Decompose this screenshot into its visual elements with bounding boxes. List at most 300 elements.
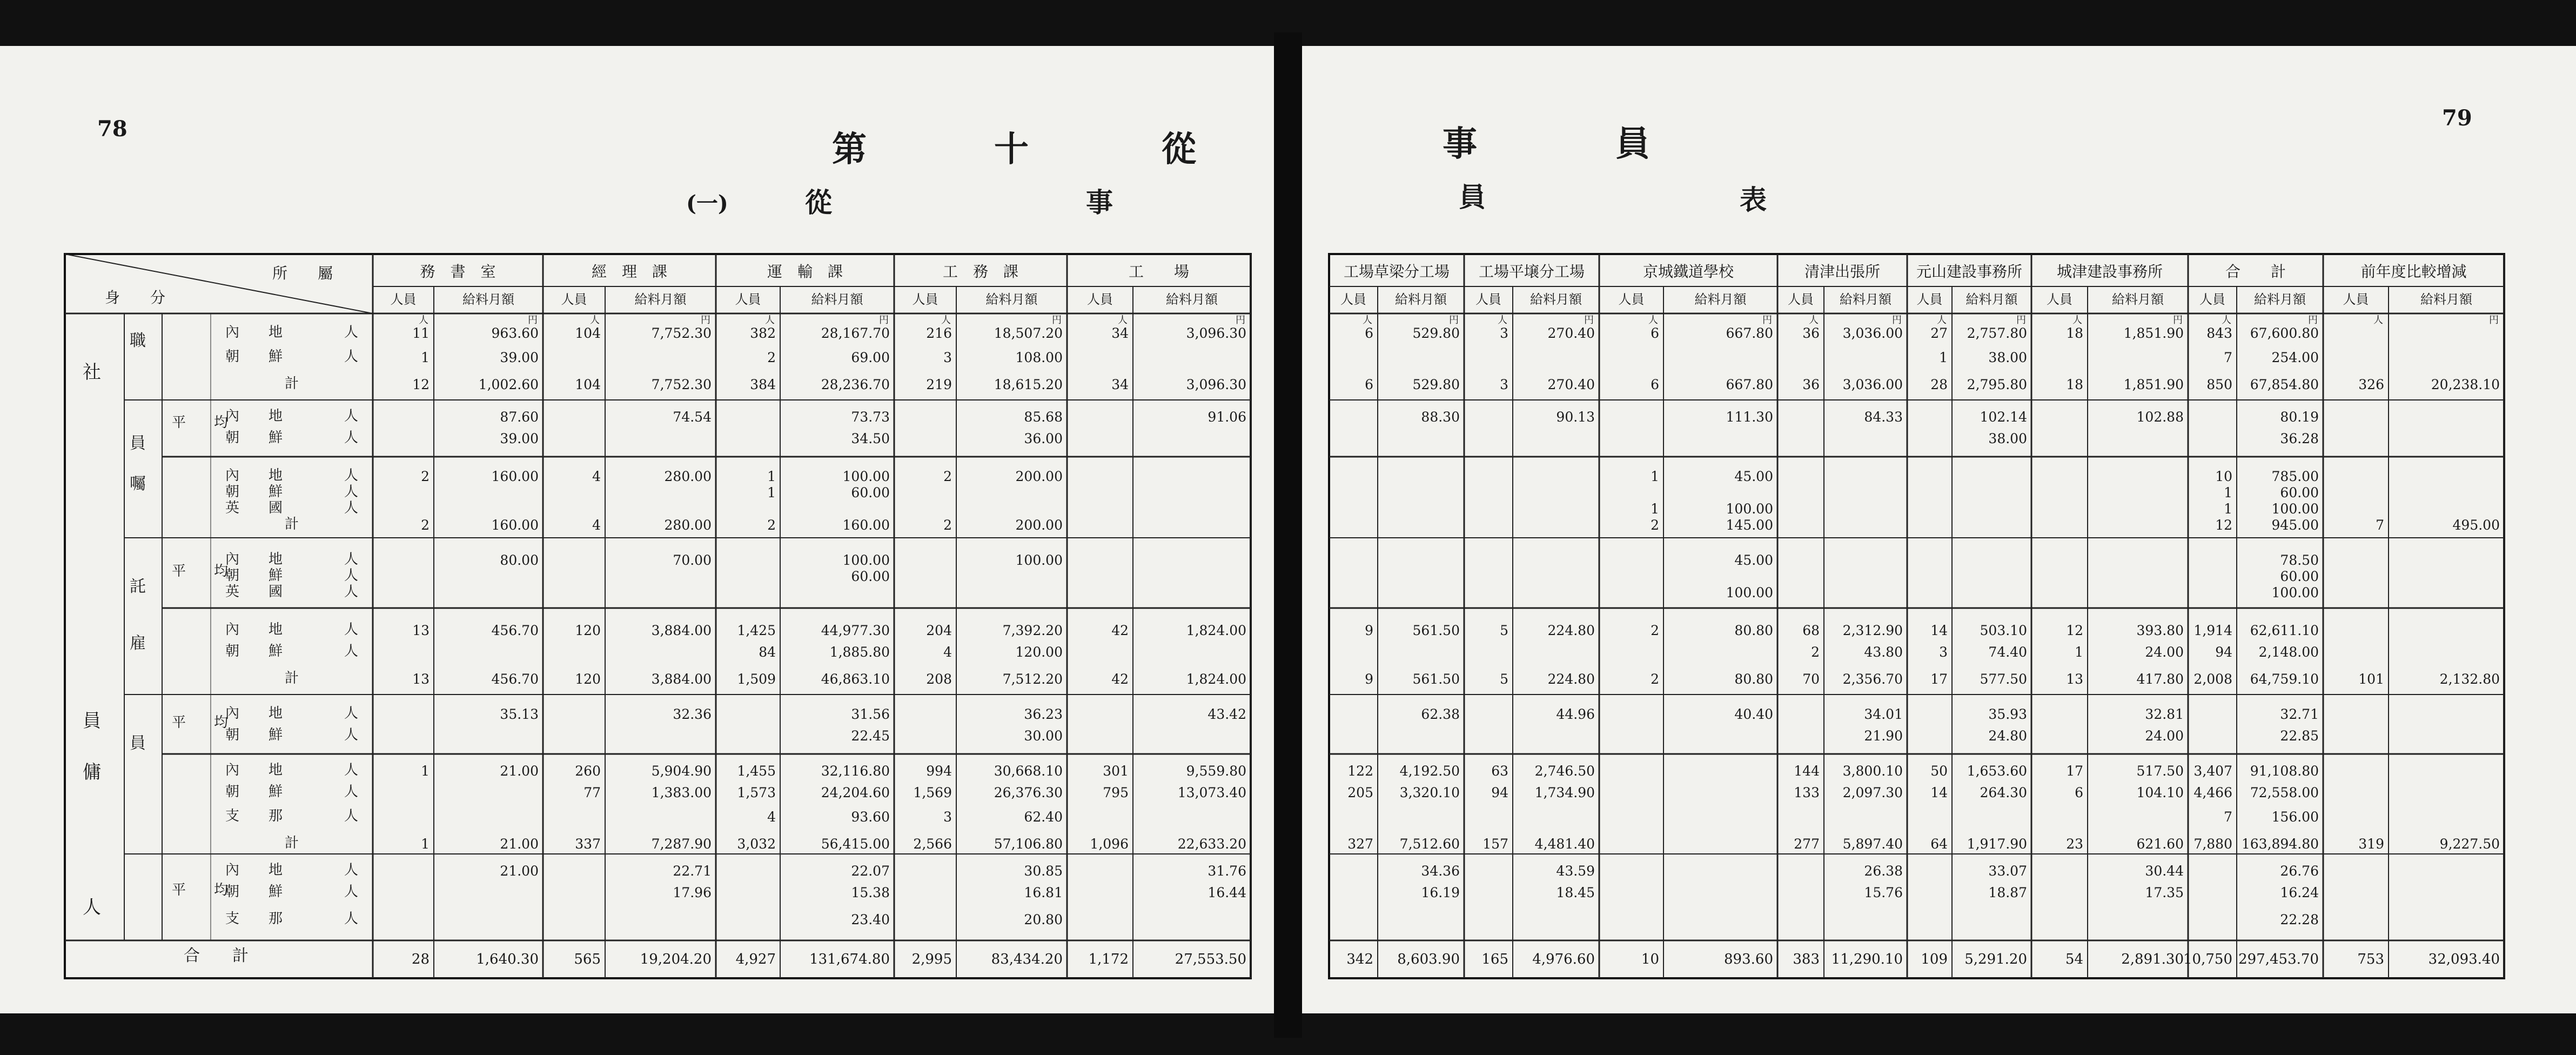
row-label: 地	[268, 551, 283, 567]
cell-kyuryo: 22.28	[2280, 912, 2319, 927]
cell-ninin: 994	[926, 763, 952, 779]
cell-kyuryo: 74.40	[1988, 644, 2027, 660]
unit-mark: 円	[528, 315, 538, 326]
col-header: 給料月額	[1965, 292, 2018, 307]
cell-kyuryo: 62.38	[1421, 706, 1460, 722]
total-kyuryo: 1,640.30	[476, 951, 539, 967]
cell-kyuryo: 1,824.00	[1186, 623, 1246, 638]
title-char: 事	[1443, 124, 1477, 164]
cell-kyuryo: 517.50	[2136, 763, 2184, 779]
row-label: 那	[268, 808, 283, 824]
unit-mark: 人	[2222, 315, 2231, 326]
total-kyuryo: 32,093.40	[2428, 951, 2500, 967]
row-label: 人	[344, 762, 359, 778]
cell-kyuryo: 5,897.40	[1842, 836, 1903, 852]
cell-kyuryo: 18,615.20	[994, 377, 1063, 392]
cell-kyuryo: 15.38	[851, 885, 890, 900]
cell-kyuryo: 1,851.90	[2123, 377, 2184, 392]
unit-mark: 円	[879, 315, 889, 326]
unit-mark: 人	[1498, 315, 1507, 326]
dept-header: 元山建設事務所	[1916, 263, 2023, 281]
cell-kyuryo: 1,885.80	[829, 644, 890, 660]
cell-kyuryo: 36.28	[2280, 431, 2319, 446]
cell-kyuryo: 16.81	[1024, 885, 1063, 900]
cell-ninin: 216	[926, 325, 952, 341]
row-label: 人	[344, 643, 359, 659]
cell-ninin: 1	[2075, 644, 2083, 660]
col-header: 給料月額	[985, 292, 1038, 307]
cell-kyuryo: 22,633.20	[1177, 836, 1246, 852]
total-kyuryo: 4,976.60	[1532, 951, 1595, 967]
corner-label: 身 分	[104, 289, 166, 306]
row-label: 朝	[225, 884, 240, 900]
row-label: 計	[284, 376, 299, 392]
cell-ninin: 2	[1811, 644, 1820, 660]
cell-kyuryo: 22.71	[673, 863, 712, 879]
col-header: 給料月額	[2254, 292, 2306, 307]
cell-kyuryo: 100.00	[2271, 501, 2319, 517]
total-ninin: 109	[1921, 951, 1948, 967]
dept-header: 前年度比較增減	[2360, 263, 2467, 281]
cell-ninin: 4	[943, 644, 952, 660]
total-kyuryo: 19,204.20	[640, 951, 712, 967]
cell-kyuryo: 90.13	[1556, 409, 1595, 425]
cell-kyuryo: 4,192.50	[1399, 763, 1460, 779]
row-major-label: 傭	[83, 762, 101, 783]
row-label: 地	[268, 408, 283, 424]
unit-mark: 人	[590, 315, 600, 326]
cell-kyuryo: 30.44	[2145, 863, 2184, 879]
average-label: 平 均	[171, 715, 229, 731]
cell-kyuryo: 56,415.00	[821, 836, 890, 852]
total-kyuryo: 131,674.80	[809, 951, 890, 967]
row-label: 內	[225, 324, 240, 340]
cell-kyuryo: 224.80	[1547, 623, 1595, 638]
cell-ninin: 2	[421, 517, 430, 533]
cell-kyuryo: 2,148.00	[2258, 644, 2319, 660]
cell-kyuryo: 45.00	[1734, 552, 1773, 568]
cell-ninin: 9	[1365, 671, 1373, 687]
cell-ninin: 1,573	[737, 785, 776, 800]
cell-ninin: 2	[1651, 517, 1659, 533]
cell-ninin: 12	[412, 377, 430, 392]
row-label: 計	[284, 516, 299, 532]
col-header: 人員	[2343, 292, 2369, 307]
cell-kyuryo: 16.44	[1208, 885, 1246, 900]
row-label: 鮮	[268, 727, 283, 743]
cell-kyuryo: 26.38	[1864, 863, 1903, 879]
cell-kyuryo: 36.23	[1024, 706, 1063, 722]
cell-ninin: 120	[575, 623, 601, 638]
cell-kyuryo: 34.36	[1421, 863, 1460, 879]
cell-ninin: 14	[1930, 785, 1948, 800]
page-number-left: 78	[97, 116, 128, 142]
cell-kyuryo: 38.00	[1988, 350, 2027, 365]
row-label: 支	[225, 911, 240, 927]
cell-ninin: 18	[2066, 325, 2083, 341]
cell-ninin: 27	[1930, 325, 1948, 341]
row-label: 英	[225, 500, 240, 516]
row-label: 國	[268, 500, 283, 516]
row-label: 鮮	[268, 784, 283, 800]
dept-header: 合 計	[2225, 263, 2286, 281]
cell-kyuryo: 621.60	[2136, 836, 2184, 852]
col-header: 給料月額	[1395, 292, 1447, 307]
row-major-label: 員	[83, 710, 101, 732]
cell-kyuryo: 2,795.80	[1967, 377, 2027, 392]
cell-ninin: 94	[1491, 785, 1508, 800]
cell-kyuryo: 67,854.80	[2250, 377, 2319, 392]
row-label: 鮮	[268, 567, 283, 584]
total-ninin: 2,995	[911, 951, 952, 967]
cell-kyuryo: 87.60	[500, 409, 539, 425]
cell-ninin: 13	[2066, 671, 2083, 687]
cell-ninin: 18	[2066, 377, 2083, 392]
cell-ninin: 14	[1930, 623, 1948, 638]
cell-kyuryo: 44.96	[1556, 706, 1595, 722]
row-label: 人	[344, 808, 359, 824]
cell-kyuryo: 561.50	[1412, 623, 1460, 638]
cell-kyuryo: 35.13	[500, 706, 539, 722]
cell-kyuryo: 561.50	[1412, 671, 1460, 687]
unit-mark: 円	[2308, 315, 2318, 326]
cell-kyuryo: 78.50	[2280, 552, 2319, 568]
row-label: 內	[225, 551, 240, 567]
row-label: 人	[344, 784, 359, 800]
cell-ninin: 7	[2376, 517, 2384, 533]
col-header: 給料月額	[2112, 292, 2164, 307]
row-label: 朝	[225, 567, 240, 584]
row-sub-label: 雇	[130, 634, 146, 653]
cell-kyuryo: 270.40	[1547, 377, 1595, 392]
cell-kyuryo: 40.40	[1734, 706, 1773, 722]
cell-kyuryo: 160.00	[491, 469, 539, 484]
cell-kyuryo: 91.06	[1208, 409, 1246, 425]
row-label: 地	[268, 705, 283, 722]
cell-kyuryo: 9,227.50	[2439, 836, 2500, 852]
cell-ninin: 122	[1347, 763, 1373, 779]
cell-kyuryo: 36.00	[1024, 431, 1063, 446]
unit-mark: 円	[1762, 315, 1772, 326]
row-label: 人	[344, 622, 359, 638]
cell-kyuryo: 200.00	[1015, 517, 1063, 533]
cell-kyuryo: 62,611.10	[2250, 623, 2319, 638]
cell-ninin: 1	[1651, 469, 1659, 484]
cell-kyuryo: 100.00	[842, 469, 890, 484]
unit-mark: 人	[1937, 315, 1947, 326]
cell-kyuryo: 15.76	[1864, 885, 1903, 900]
row-label: 人	[344, 430, 359, 446]
dept-header: 城津建設事務所	[2056, 263, 2163, 281]
cell-kyuryo: 22.45	[851, 728, 890, 744]
cell-ninin: 2	[943, 469, 952, 484]
cell-ninin: 12	[2066, 623, 2083, 638]
col-header: 人員	[912, 292, 938, 307]
unit-mark: 円	[1584, 315, 1594, 326]
cell-kyuryo: 2,746.50	[1534, 763, 1595, 779]
average-label: 平 均	[171, 882, 229, 898]
row-label: 人	[344, 705, 359, 722]
row-label: 人	[344, 484, 359, 500]
cell-kyuryo: 17.35	[2145, 885, 2184, 900]
cell-kyuryo: 224.80	[1547, 671, 1595, 687]
cell-ninin: 2	[1651, 623, 1659, 638]
cell-kyuryo: 9,559.80	[1186, 763, 1246, 779]
cell-kyuryo: 529.80	[1412, 325, 1460, 341]
cell-kyuryo: 7,392.20	[1002, 623, 1063, 638]
cell-kyuryo: 70.00	[673, 552, 712, 568]
cell-kyuryo: 72,558.00	[2250, 785, 2319, 800]
unit-mark: 人	[765, 315, 775, 326]
cell-ninin: 2	[943, 517, 952, 533]
dept-header: 運 輸 課	[767, 263, 843, 281]
cell-ninin: 13	[412, 623, 430, 638]
cell-kyuryo: 667.80	[1726, 377, 1773, 392]
row-label: 人	[344, 324, 359, 340]
subtitle-char: 表	[1740, 184, 1767, 216]
unit-mark: 円	[1449, 315, 1459, 326]
title-char: 從	[1162, 129, 1196, 170]
cell-kyuryo: 32,116.80	[821, 763, 890, 779]
cell-kyuryo: 16.19	[1421, 885, 1460, 900]
cell-ninin: 326	[2358, 377, 2384, 392]
total-ninin: 342	[1346, 951, 1373, 967]
cell-kyuryo: 60.00	[851, 569, 890, 584]
cell-ninin: 28	[1930, 377, 1948, 392]
cell-ninin: 1	[421, 836, 430, 852]
row-label: 人	[344, 468, 359, 484]
dept-header: 工場平壌分工場	[1478, 263, 1585, 281]
cell-kyuryo: 44,977.30	[821, 623, 890, 638]
row-label: 人	[344, 862, 359, 878]
cell-ninin: 1,096	[1090, 836, 1129, 852]
cell-kyuryo: 85.68	[1024, 409, 1063, 425]
cell-kyuryo: 24.00	[2145, 728, 2184, 744]
col-header: 給料月額	[634, 292, 687, 307]
cell-kyuryo: 200.00	[1015, 469, 1063, 484]
cell-kyuryo: 1,383.00	[651, 785, 712, 800]
total-kyuryo: 2,891.30	[2121, 951, 2184, 967]
row-label: 朝	[225, 430, 240, 446]
cell-kyuryo: 33.07	[1988, 863, 2027, 879]
cell-kyuryo: 1,002.60	[478, 377, 539, 392]
cell-kyuryo: 145.00	[1726, 517, 1773, 533]
unit-mark: 円	[2016, 315, 2026, 326]
cell-kyuryo: 100.00	[1015, 552, 1063, 568]
cell-ninin: 1,569	[913, 785, 952, 800]
cell-ninin: 157	[1482, 836, 1508, 852]
cell-ninin: 219	[926, 377, 952, 392]
cell-kyuryo: 785.00	[2271, 469, 2319, 484]
cell-ninin: 23	[2066, 836, 2083, 852]
cell-kyuryo: 2,132.80	[2439, 671, 2500, 687]
cell-kyuryo: 21.90	[1864, 728, 1903, 744]
total-kyuryo: 5,291.20	[1964, 951, 2027, 967]
cell-kyuryo: 2,097.30	[1842, 785, 1903, 800]
col-header: 給料月額	[1166, 292, 1218, 307]
cell-kyuryo: 3,036.00	[1842, 325, 1903, 341]
cell-kyuryo: 60.00	[2280, 485, 2319, 500]
row-sub-label: 囑	[130, 475, 146, 493]
cell-kyuryo: 270.40	[1547, 325, 1595, 341]
total-kyuryo: 27,553.50	[1175, 951, 1246, 967]
cell-ninin: 4	[767, 809, 776, 825]
row-label: 鮮	[268, 484, 283, 500]
total-ninin: 753	[2357, 951, 2384, 967]
cell-ninin: 319	[2358, 836, 2384, 852]
row-label: 地	[268, 468, 283, 484]
page-number-right: 79	[2442, 105, 2472, 131]
cell-kyuryo: 102.14	[1980, 409, 2027, 425]
cell-kyuryo: 2,356.70	[1842, 671, 1903, 687]
cell-ninin: 1,455	[737, 763, 776, 779]
unit-mark: 円	[2489, 315, 2499, 326]
cell-ninin: 104	[575, 325, 601, 341]
cell-ninin: 4,466	[2193, 785, 2232, 800]
cell-ninin: 3	[943, 350, 952, 365]
total-kyuryo: 83,434.20	[991, 951, 1063, 967]
cell-kyuryo: 73.73	[851, 409, 890, 425]
unit-mark: 円	[1052, 315, 1062, 326]
cell-kyuryo: 3,800.10	[1842, 763, 1903, 779]
unit-mark: 人	[2373, 315, 2383, 326]
cell-kyuryo: 667.80	[1726, 325, 1773, 341]
total-kyuryo: 297,453.70	[2238, 951, 2319, 967]
unit-mark: 人	[2072, 315, 2082, 326]
cell-ninin: 6	[2075, 785, 2083, 800]
cell-ninin: 1,914	[2193, 623, 2232, 638]
cell-kyuryo: 67,600.80	[2250, 325, 2319, 341]
cell-kyuryo: 111.30	[1726, 409, 1773, 425]
unit-mark: 円	[1892, 315, 1902, 326]
row-label: 內	[225, 622, 240, 638]
cell-kyuryo: 529.80	[1412, 377, 1460, 392]
cell-kyuryo: 28,167.70	[821, 325, 890, 341]
dept-header: 清津出張所	[1804, 263, 1881, 281]
cell-kyuryo: 280.00	[664, 469, 712, 484]
row-label: 朝	[225, 727, 240, 743]
cell-ninin: 301	[1103, 763, 1129, 779]
cell-kyuryo: 32.71	[2280, 706, 2319, 722]
cell-kyuryo: 24,204.60	[821, 785, 890, 800]
cell-ninin: 327	[1347, 836, 1373, 852]
cell-ninin: 1	[2224, 485, 2232, 500]
col-header: 人員	[1916, 292, 1943, 307]
row-label: 人	[344, 584, 359, 600]
cell-ninin: 84	[759, 644, 776, 660]
cell-kyuryo: 31.56	[851, 706, 890, 722]
unit-mark: 人	[1648, 315, 1658, 326]
row-label: 人	[344, 884, 359, 900]
row-sub-label: 職	[130, 331, 146, 350]
row-label: 內	[225, 705, 240, 722]
cell-ninin: 144	[1794, 763, 1820, 779]
cell-kyuryo: 69.00	[851, 350, 890, 365]
total-ninin: 28	[411, 951, 430, 967]
cell-kyuryo: 7,512.60	[1399, 836, 1460, 852]
cell-kyuryo: 34.50	[851, 431, 890, 446]
cell-ninin: 843	[2206, 325, 2232, 341]
col-header: 給料月額	[1694, 292, 1747, 307]
cell-ninin: 1,425	[737, 623, 776, 638]
cell-kyuryo: 160.00	[842, 517, 890, 533]
cell-ninin: 6	[1651, 325, 1659, 341]
cell-ninin: 1	[1939, 350, 1948, 365]
cell-ninin: 1	[2224, 501, 2232, 517]
row-label: 地	[268, 324, 283, 340]
row-label: 地	[268, 862, 283, 878]
cell-kyuryo: 1,851.90	[2123, 325, 2184, 341]
cell-kyuryo: 3,096.30	[1186, 325, 1246, 341]
cell-ninin: 7	[2224, 809, 2232, 825]
cell-kyuryo: 1,734.90	[1534, 785, 1595, 800]
cell-ninin: 12	[2215, 517, 2232, 533]
dept-header: 京城鐵道學校	[1642, 263, 1734, 281]
row-label: 支	[225, 808, 240, 824]
total-ninin: 565	[574, 951, 601, 967]
unit-mark: 円	[2173, 315, 2183, 326]
cell-kyuryo: 963.60	[491, 325, 539, 341]
cell-ninin: 77	[583, 785, 601, 800]
cell-ninin: 2,566	[913, 836, 952, 852]
row-label: 內	[225, 762, 240, 778]
cell-kyuryo: 80.00	[500, 552, 539, 568]
cell-kyuryo: 456.70	[491, 671, 539, 687]
col-header: 給料月額	[1840, 292, 1891, 307]
cell-kyuryo: 163,894.80	[2241, 836, 2319, 852]
unit-mark: 人	[941, 315, 951, 326]
dept-header: 務 書 室	[420, 263, 496, 281]
col-header: 人員	[1087, 292, 1113, 307]
cell-ninin: 2	[767, 350, 776, 365]
cell-kyuryo: 160.00	[491, 517, 539, 533]
col-header: 人員	[1475, 292, 1501, 307]
cell-ninin: 3,032	[737, 836, 776, 852]
cell-ninin: 4	[592, 517, 601, 533]
cell-kyuryo: 32.81	[2145, 706, 2184, 722]
col-header: 人員	[1618, 292, 1645, 307]
cell-kyuryo: 43.42	[1208, 706, 1246, 722]
row-label: 地	[268, 762, 283, 778]
cell-kyuryo: 456.70	[491, 623, 539, 638]
cell-kyuryo: 21.00	[500, 863, 539, 879]
cell-kyuryo: 393.80	[2136, 623, 2184, 638]
total-kyuryo: 11,290.10	[1831, 951, 1903, 967]
row-label: 朝	[225, 643, 240, 659]
cell-ninin: 2	[421, 469, 430, 484]
cell-ninin: 3,407	[2193, 763, 2232, 779]
row-sub-label: 員	[130, 734, 146, 753]
cell-kyuryo: 264.30	[1980, 785, 2027, 800]
cell-kyuryo: 156.00	[2271, 809, 2319, 825]
cell-kyuryo: 7,752.30	[651, 377, 712, 392]
title-char: 員	[1615, 124, 1650, 164]
cell-ninin: 17	[1930, 671, 1948, 687]
cell-kyuryo: 104.10	[2136, 785, 2184, 800]
row-label: 人	[344, 567, 359, 584]
cell-ninin: 6	[1365, 377, 1373, 392]
cell-kyuryo: 43.59	[1556, 863, 1595, 879]
cell-kyuryo: 34.01	[1864, 706, 1903, 722]
cell-kyuryo: 120.00	[1015, 644, 1063, 660]
cell-kyuryo: 16.24	[2280, 885, 2319, 900]
row-label: 計	[284, 670, 299, 686]
section-marker: (一)	[686, 191, 728, 216]
cell-kyuryo: 7,752.30	[651, 325, 712, 341]
cell-ninin: 34	[1111, 325, 1129, 341]
cell-ninin: 3	[1939, 644, 1948, 660]
cell-ninin: 36	[1802, 377, 1820, 392]
